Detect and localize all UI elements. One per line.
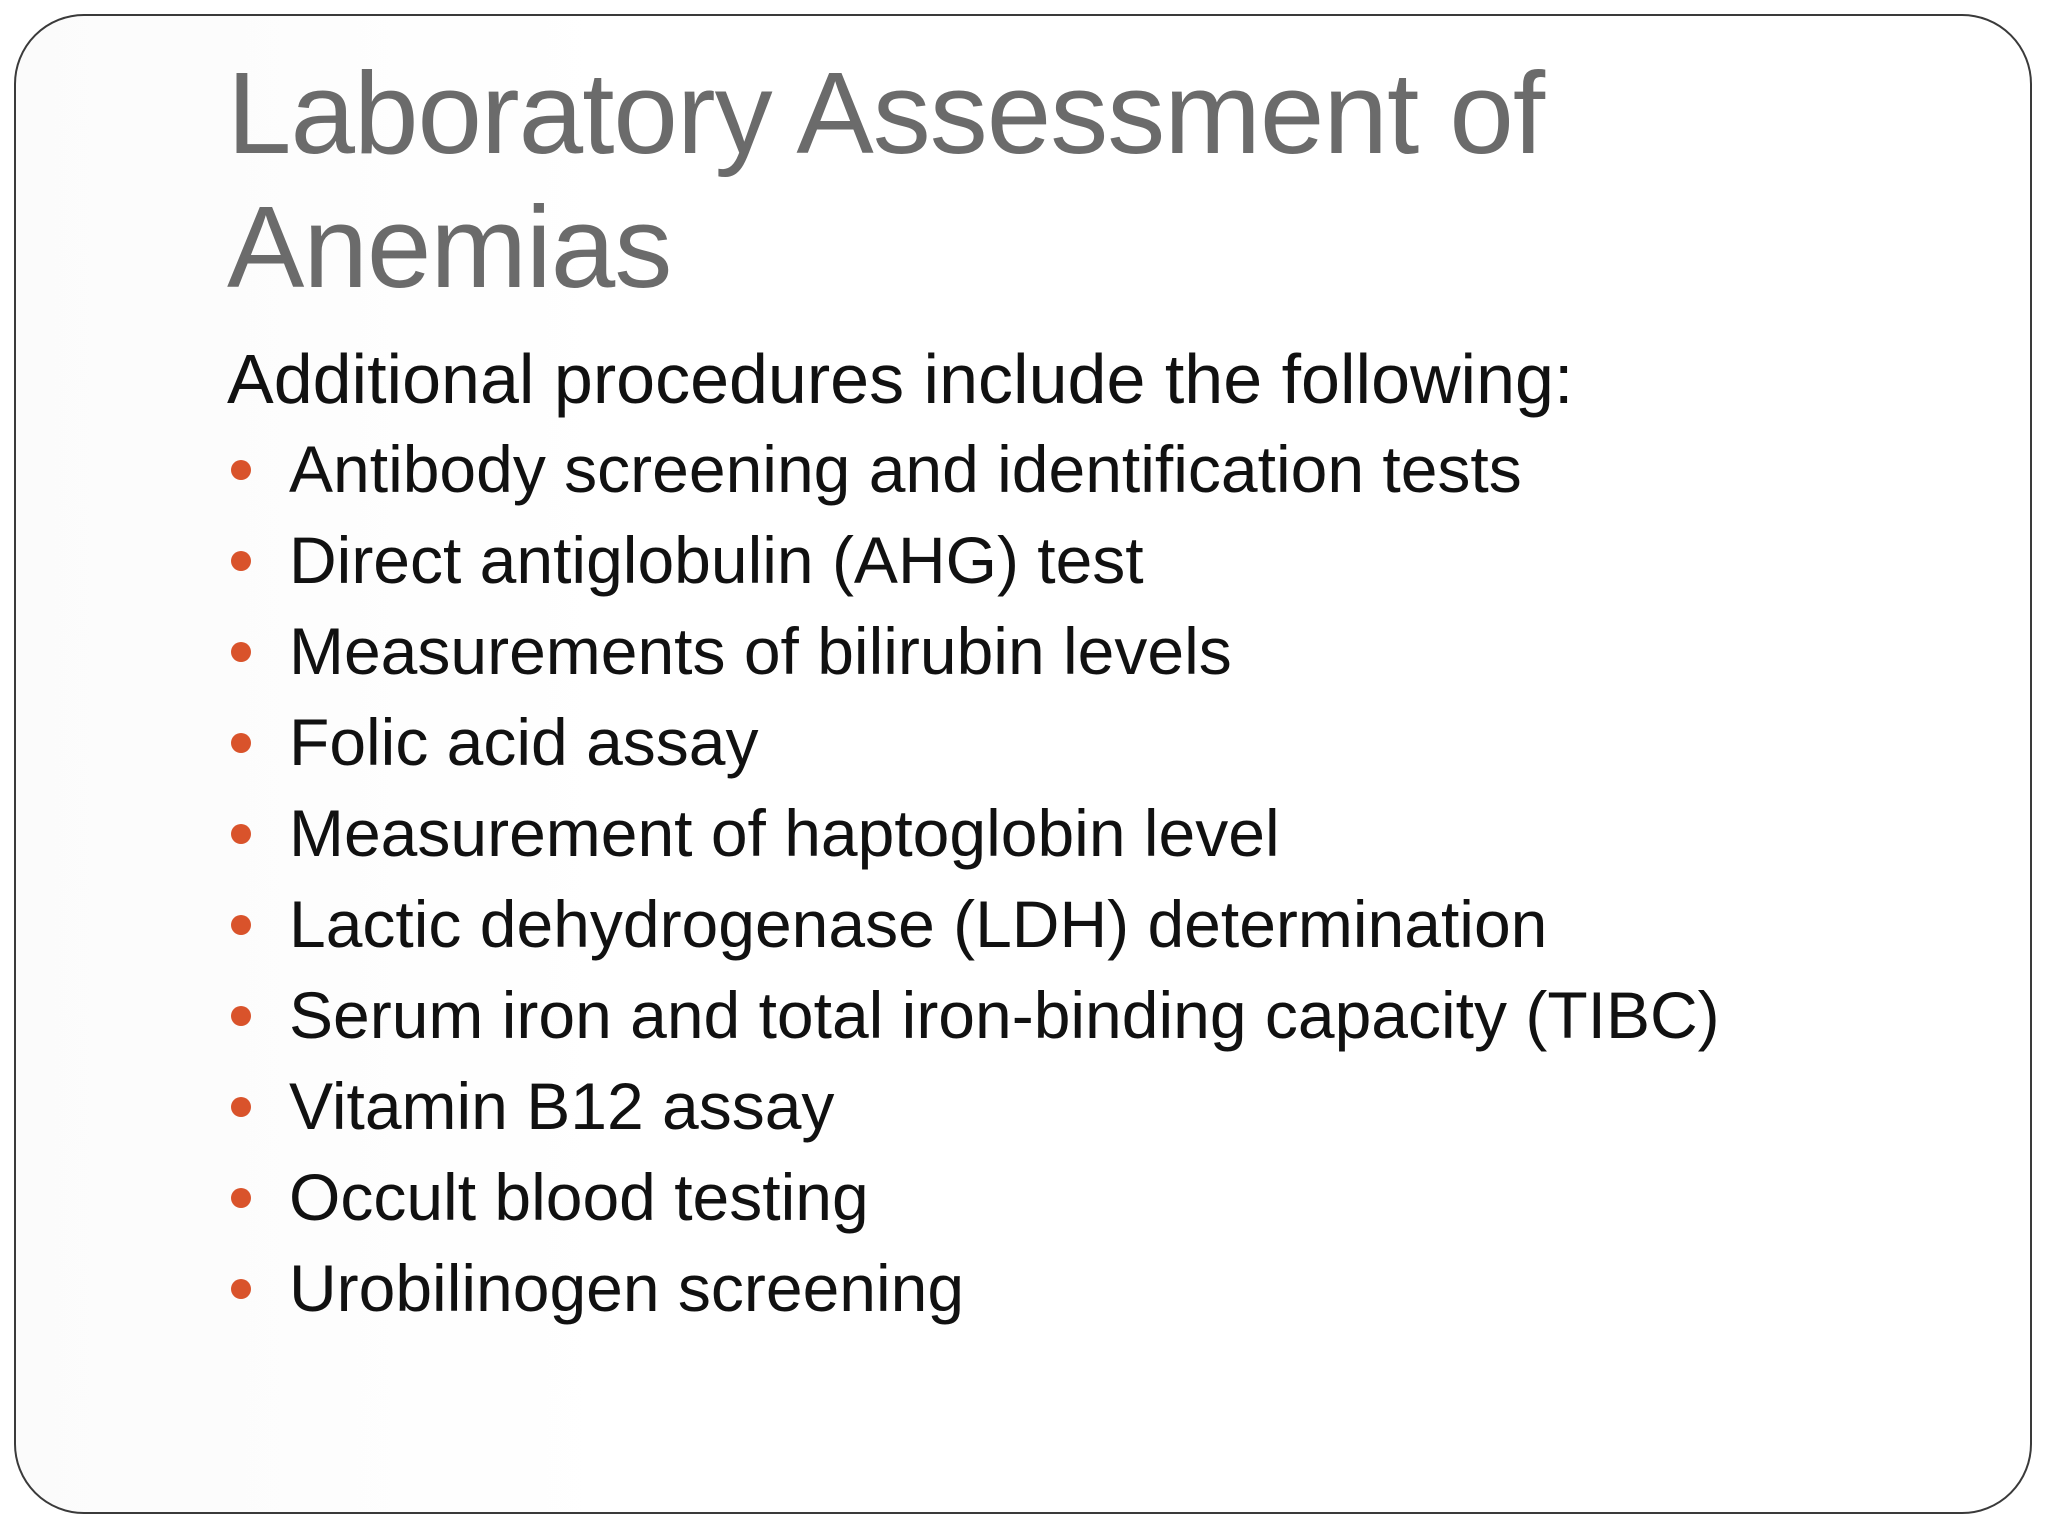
- bullet-dot-icon: [231, 1097, 251, 1117]
- bullet-dot-icon: [231, 733, 251, 753]
- bullet-dot-icon: [231, 1279, 251, 1299]
- list-item: [227, 970, 1947, 1061]
- bullet-dot-icon: [231, 824, 251, 844]
- bullet-dot-icon: [231, 1188, 251, 1208]
- list-item-label: Lactic dehydrogenase (LDH) determination: [289, 887, 1548, 961]
- bullet-dot-icon: [231, 460, 251, 480]
- bullet-dot-icon: [231, 551, 251, 571]
- bullet-dot-icon: [231, 1006, 251, 1026]
- bullet-list: [227, 424, 1947, 1334]
- list-item-label: Folic acid assay: [289, 705, 759, 779]
- list-item: [227, 697, 1947, 788]
- list-item-label: Measurements of bilirubin levels: [289, 614, 1232, 688]
- list-item: [227, 879, 1947, 970]
- list-item: [227, 1061, 1947, 1152]
- list-item: [227, 1152, 1947, 1243]
- slide-title: Laboratory Assessment of Anemias: [227, 48, 1545, 312]
- list-item: [227, 1243, 1947, 1334]
- list-item-label: Measurement of haptoglobin level: [289, 796, 1280, 870]
- list-item-label: Antibody screening and identification tests: [289, 432, 1522, 506]
- bullet-dot-icon: [231, 915, 251, 935]
- intro-text: Additional procedures include the following:: [227, 340, 1574, 418]
- list-item: [227, 606, 1947, 697]
- list-item-label: Occult blood testing: [289, 1160, 869, 1234]
- list-item-label: Vitamin B12 assay: [289, 1069, 835, 1143]
- list-item-label: Direct antiglobulin (AHG) test: [289, 523, 1144, 597]
- slide-content: [227, 334, 1947, 1334]
- list-item: [227, 424, 1947, 515]
- slide-frame: [14, 14, 2032, 1514]
- list-item: [227, 515, 1947, 606]
- list-item-label: Serum iron and total iron-binding capacity (TIBC): [289, 978, 1720, 1052]
- bullet-dot-icon: [231, 642, 251, 662]
- list-item-label: Urobilinogen screening: [289, 1251, 965, 1325]
- list-item: [227, 788, 1947, 879]
